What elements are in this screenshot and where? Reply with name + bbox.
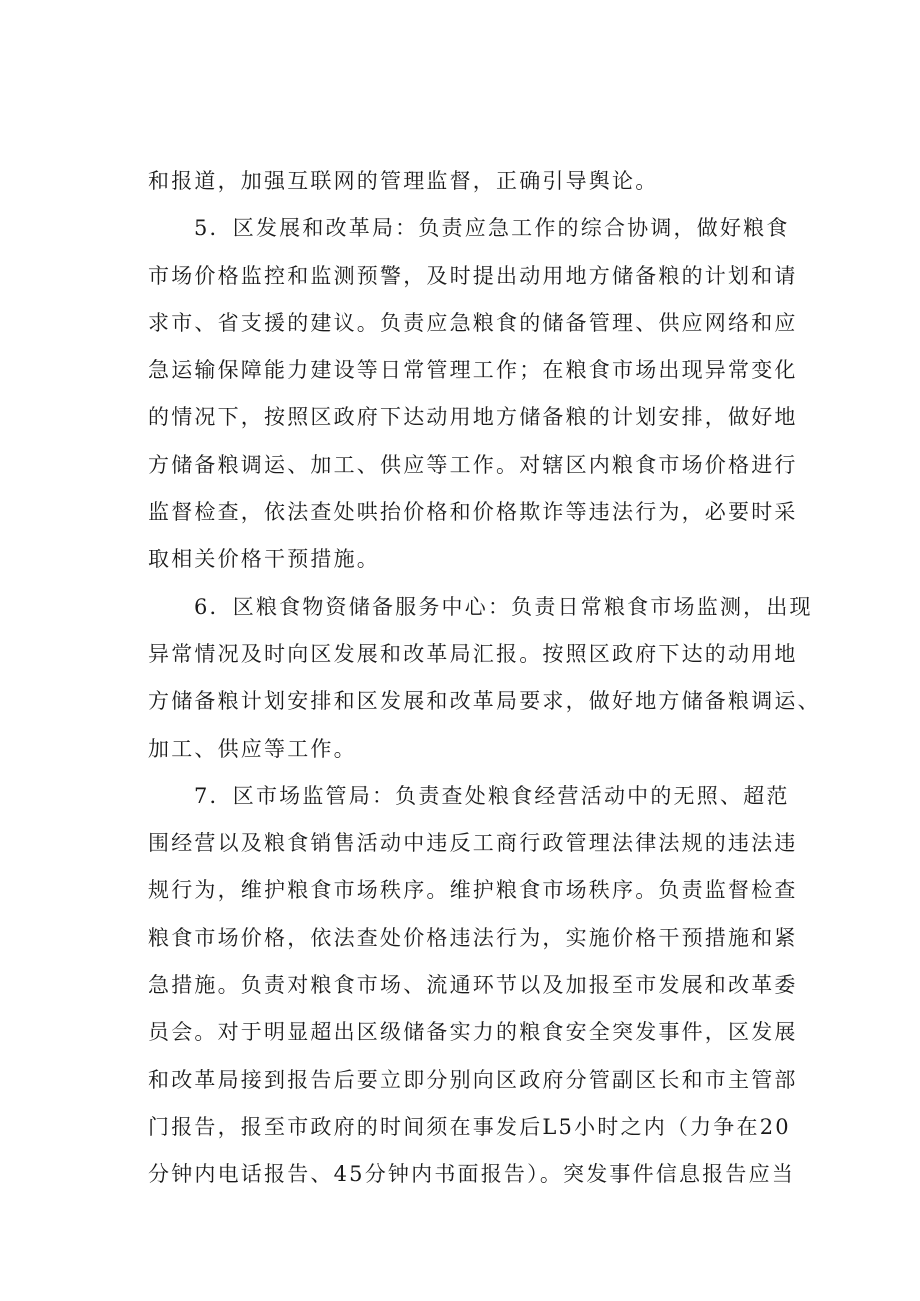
text-line-10-paragraph-6: 6．区粮食物资储备服务中心：负责日常粮食市场监测，出现 bbox=[194, 594, 813, 619]
text-line-14-paragraph-7: 7．区市场监管局：负责查处粮食经营活动中的无照、超范 bbox=[194, 783, 790, 808]
text-line-15: 围经营以及粮食销售活动中违反工商行政管理法律法规的违法违 bbox=[148, 831, 798, 856]
text-line-8: 监督检查，依法查处哄抬价格和价格欺诈等违法行为，必要时采 bbox=[148, 500, 798, 525]
text-line-3: 市场价格监控和监测预警，及时提出动用地方储备粮的计划和请 bbox=[148, 263, 798, 288]
document-body bbox=[148, 158, 821, 1199]
text-line-13: 加工、供应等工作。 bbox=[148, 736, 357, 761]
text-line-9: 取相关价格干预措施。 bbox=[148, 547, 380, 572]
text-line-7: 方储备粮调运、加工、供应等工作。对辖区内粮食市场价格进行 bbox=[148, 452, 798, 477]
text-line-17: 粮食市场价格，依法查处价格违法行为，实施价格干预措施和紧 bbox=[148, 925, 798, 950]
text-line-18: 急措施。负责对粮食市场、流通环节以及加报至市发展和改革委 bbox=[148, 973, 798, 998]
text-line-5: 急运输保障能力建设等日常管理工作；在粮食市场出现异常变化 bbox=[148, 358, 798, 383]
text-line-2-paragraph-5: 5．区发展和改革局：负责应急工作的综合协调，做好粮食 bbox=[194, 216, 790, 241]
text-line-21: 门报告，报至市政府的时间须在事发后L5小时之内（力争在20 bbox=[148, 1114, 791, 1139]
text-line-20: 和改革局接到报告后要立即分别向区政府分管副区长和市主管部 bbox=[148, 1067, 798, 1092]
text-line-19: 员会。对于明显超出区级储备实力的粮食安全突发事件，区发展 bbox=[148, 1020, 798, 1045]
text-line-11: 异常情况及时向区发展和改革局汇报。按照区政府下达的动用地 bbox=[148, 641, 798, 666]
text-line-22: 分钟内电话报告、45分钟内书面报告）。突发事件信息报告应当 bbox=[148, 1162, 796, 1187]
text-line-4: 求市、省支援的建议。负责应急粮食的储备管理、供应网络和应 bbox=[148, 310, 798, 335]
text-line-16: 规行为，维护粮食市场秩序。维护粮食市场秩序。负责监督检查 bbox=[148, 878, 798, 903]
text-line-6: 的情况下，按照区政府下达动用地方储备粮的计划安排，做好地 bbox=[148, 405, 798, 430]
text-line-1: 和报道，加强互联网的管理监督，正确引导舆论。 bbox=[148, 169, 659, 193]
text-line-12: 方储备粮计划安排和区发展和改革局要求，做好地方储备粮调运、 bbox=[148, 689, 821, 714]
